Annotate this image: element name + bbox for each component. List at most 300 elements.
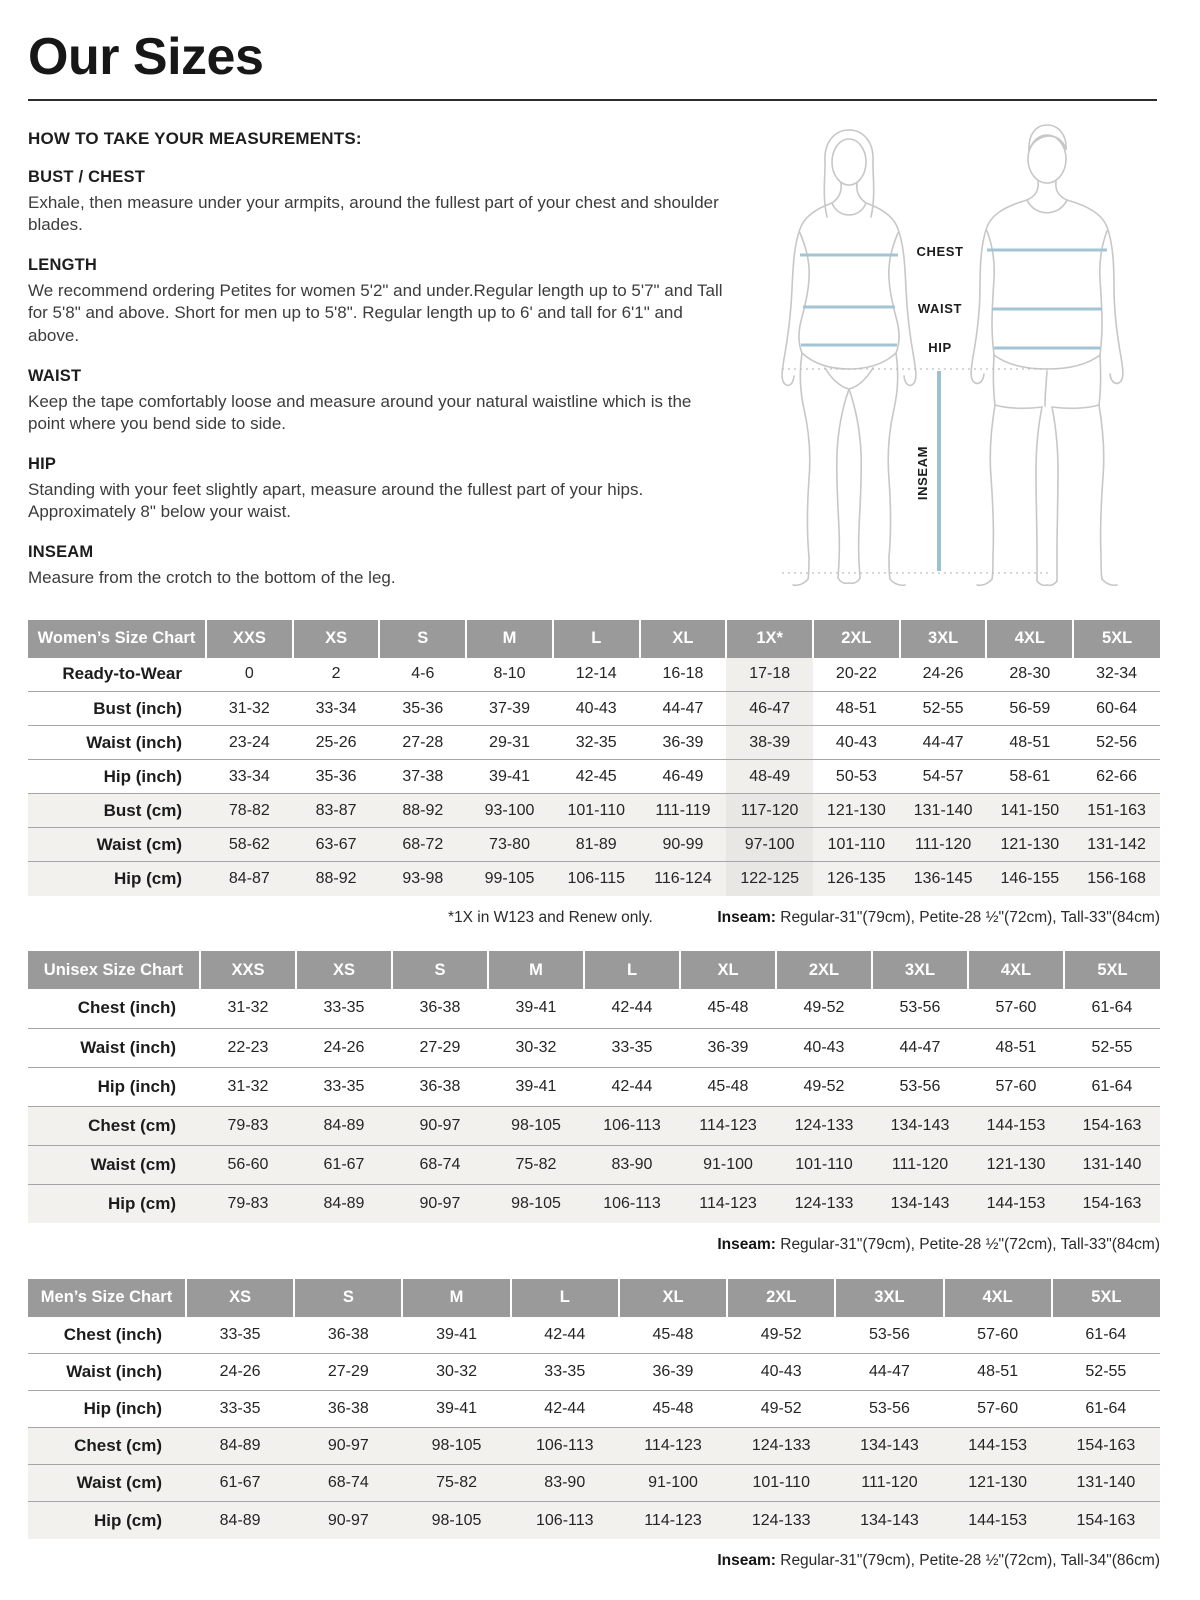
- table-cell: 44-47: [872, 1028, 968, 1067]
- size-column-header: S: [379, 620, 466, 658]
- row-label: Ready-to-Wear: [28, 658, 206, 692]
- table-cell: 56-59: [986, 692, 1073, 726]
- how-to-heading: HOW TO TAKE YOUR MEASUREMENTS:: [28, 128, 362, 148]
- measure-heading: WAIST: [28, 366, 82, 385]
- table-cell: 44-47: [835, 1354, 943, 1391]
- size-column-header: 2XL: [813, 620, 900, 658]
- inseam-note-text: Regular-31"(79cm), Petite-28 ½"(72cm), Tall-34"(86cm): [775, 1551, 1160, 1569]
- size-column-header: XS: [293, 620, 380, 658]
- inseam-note-text: Regular-31"(79cm), Petite-28 ½"(72cm), Tall-33"(84cm): [775, 908, 1160, 926]
- table-cell: 63-67: [293, 828, 380, 862]
- table-cell: 136-145: [900, 862, 987, 896]
- size-column-header: XXS: [200, 951, 296, 989]
- table-cell: 146-155: [986, 862, 1073, 896]
- size-column-header: 3XL: [900, 620, 987, 658]
- table-cell: 83-90: [584, 1145, 680, 1184]
- table-cell: 58-62: [206, 828, 293, 862]
- row-label: Waist (inch): [28, 726, 206, 760]
- table-cell: 114-123: [619, 1428, 727, 1465]
- row-label: Hip (cm): [28, 1502, 186, 1539]
- row-label: Waist (inch): [28, 1028, 200, 1067]
- table-cell: 27-28: [379, 726, 466, 760]
- measure-section-length: [28, 256, 727, 348]
- woman-figure: [782, 130, 916, 585]
- table-cell: 32-34: [1073, 658, 1160, 692]
- inseam-label: INSEAM: [915, 445, 930, 500]
- table-cell: 48-51: [968, 1028, 1064, 1067]
- table-cell: 58-61: [986, 760, 1073, 794]
- table-cell: 121-130: [813, 794, 900, 828]
- body-figures-illustration: [737, 117, 1157, 589]
- size-column-header: 1X*: [726, 620, 813, 658]
- table-cell: 124-133: [727, 1502, 835, 1539]
- table-cell: 68-74: [294, 1465, 402, 1502]
- table-cell: 144-153: [944, 1502, 1052, 1539]
- measure-body: Standing with your feet slightly apart, measure around the fullest part of your hips. Approximately 8" below your waist.: [28, 479, 644, 522]
- size-column-header: S: [392, 951, 488, 989]
- table-cell: 84-89: [296, 1184, 392, 1223]
- table-cell: 84-89: [186, 1502, 294, 1539]
- table-cell: 36-38: [294, 1391, 402, 1428]
- table-cell: 39-41: [402, 1317, 510, 1354]
- table-cell: 40-43: [776, 1028, 872, 1067]
- table-cell: 32-35: [553, 726, 640, 760]
- unisex-inseam-note: [717, 1236, 1160, 1255]
- measurement-diagram: [737, 117, 1157, 594]
- table-cell: 53-56: [872, 1067, 968, 1106]
- size-column-header: 4XL: [944, 1279, 1052, 1317]
- table-cell: 0: [206, 658, 293, 692]
- table-cell: 90-97: [392, 1106, 488, 1145]
- table-cell: 37-38: [379, 760, 466, 794]
- table-cell: 88-92: [293, 862, 380, 896]
- womens-inseam-note: [717, 909, 1160, 928]
- table-row: [28, 1106, 1160, 1145]
- table-cell: 126-135: [813, 862, 900, 896]
- hip-label: HIP: [928, 339, 952, 355]
- table-cell: 91-100: [619, 1465, 727, 1502]
- table-cell: 49-52: [727, 1391, 835, 1428]
- measure-heading: HIP: [28, 454, 57, 473]
- mens-inseam-note: [717, 1552, 1160, 1571]
- table-cell: 46-47: [726, 692, 813, 726]
- table-cell: 93-100: [466, 794, 553, 828]
- table-cell: 106-113: [584, 1106, 680, 1145]
- table-header-row: [28, 620, 1160, 658]
- mens-size-chart: [28, 1279, 1157, 1539]
- womens-size-chart: [28, 620, 1157, 896]
- table-cell: 83-87: [293, 794, 380, 828]
- table-cell: 101-110: [727, 1465, 835, 1502]
- measurements-section: [28, 117, 1157, 594]
- waist-label: WAIST: [917, 300, 963, 316]
- 1x-footnote: *1X in W123 and Renew only.: [448, 908, 653, 926]
- size-column-header: XS: [296, 951, 392, 989]
- measure-section-hip: [28, 455, 727, 524]
- size-column-header: S: [294, 1279, 402, 1317]
- table-row: [28, 1184, 1160, 1223]
- table-row: [28, 1391, 1160, 1428]
- table-cell: 44-47: [640, 692, 727, 726]
- table-cell: 61-64: [1052, 1317, 1160, 1354]
- table-cell: 33-35: [511, 1354, 619, 1391]
- table-cell: 53-56: [835, 1317, 943, 1354]
- table-cell: 49-52: [727, 1317, 835, 1354]
- table-cell: 50-53: [813, 760, 900, 794]
- size-column-header: M: [402, 1279, 510, 1317]
- table-cell: 75-82: [488, 1145, 584, 1184]
- table-row: [28, 1317, 1160, 1354]
- table-cell: 54-57: [900, 760, 987, 794]
- table-cell: 48-49: [726, 760, 813, 794]
- table-cell: 79-83: [200, 1106, 296, 1145]
- table-cell: 121-130: [968, 1145, 1064, 1184]
- row-label: Waist (inch): [28, 1354, 186, 1391]
- size-column-header: 3XL: [872, 951, 968, 989]
- size-column-header: 5XL: [1064, 951, 1160, 989]
- table-cell: 111-120: [872, 1145, 968, 1184]
- table-cell: 116-124: [640, 862, 727, 896]
- table-cell: 101-110: [813, 828, 900, 862]
- table-cell: 49-52: [776, 1067, 872, 1106]
- table-cell: 24-26: [296, 1028, 392, 1067]
- table-cell: 97-100: [726, 828, 813, 862]
- row-label: Chest (inch): [28, 989, 200, 1028]
- table-cell: 42-44: [584, 1067, 680, 1106]
- table-cell: 2: [293, 658, 380, 692]
- table-cell: 83-90: [511, 1465, 619, 1502]
- table-cell: 98-105: [402, 1428, 510, 1465]
- table-cell: 98-105: [488, 1106, 584, 1145]
- row-label: Hip (inch): [28, 760, 206, 794]
- table-cell: 124-133: [776, 1184, 872, 1223]
- table-cell: 40-43: [553, 692, 640, 726]
- table-cell: 31-32: [200, 989, 296, 1028]
- table-cell: 17-18: [726, 658, 813, 692]
- table-cell: 42-44: [584, 989, 680, 1028]
- table-cell: 36-38: [392, 989, 488, 1028]
- table-cell: 111-119: [640, 794, 727, 828]
- table-row: [28, 989, 1160, 1028]
- table-cell: 154-163: [1064, 1106, 1160, 1145]
- page-title: Our Sizes: [28, 28, 264, 86]
- table-cell: 144-153: [944, 1428, 1052, 1465]
- table-cell: 45-48: [619, 1391, 727, 1428]
- table-row: [28, 658, 1160, 692]
- table-cell: 39-41: [466, 760, 553, 794]
- size-table: [28, 620, 1160, 896]
- table-cell: 57-60: [944, 1391, 1052, 1428]
- size-column-header: 4XL: [968, 951, 1064, 989]
- measure-section-inseam: [28, 543, 727, 590]
- table-row: [28, 828, 1160, 862]
- table-cell: 37-39: [466, 692, 553, 726]
- row-label: Hip (inch): [28, 1391, 186, 1428]
- table-cell: 156-168: [1073, 862, 1160, 896]
- table-cell: 122-125: [726, 862, 813, 896]
- table-cell: 106-115: [553, 862, 640, 896]
- table-cell: 121-130: [944, 1465, 1052, 1502]
- table-row: [28, 1145, 1160, 1184]
- table-cell: 33-35: [296, 1067, 392, 1106]
- chest-label: CHEST: [916, 243, 964, 259]
- size-column-header: XS: [186, 1279, 294, 1317]
- table-cell: 61-67: [186, 1465, 294, 1502]
- table-cell: 88-92: [379, 794, 466, 828]
- table-cell: 20-22: [813, 658, 900, 692]
- table-cell: 154-163: [1052, 1428, 1160, 1465]
- size-column-header: 5XL: [1073, 620, 1160, 658]
- table-cell: 106-113: [511, 1428, 619, 1465]
- table-cell: 42-44: [511, 1391, 619, 1428]
- table-cell: 39-41: [488, 1067, 584, 1106]
- table-row: [28, 1067, 1160, 1106]
- table-cell: 36-39: [680, 1028, 776, 1067]
- table-cell: 48-51: [944, 1354, 1052, 1391]
- table-cell: 141-150: [986, 794, 1073, 828]
- table-cell: 28-30: [986, 658, 1073, 692]
- size-column-header: M: [466, 620, 553, 658]
- measure-body: Exhale, then measure under your armpits, around the fullest part of your chest and shoulder blades.: [28, 192, 719, 235]
- table-cell: 114-123: [619, 1502, 727, 1539]
- table-title: Men’s Size Chart: [28, 1279, 186, 1317]
- table-cell: 52-55: [1064, 1028, 1160, 1067]
- table-cell: 154-163: [1064, 1184, 1160, 1223]
- measure-section-waist: [28, 367, 727, 436]
- table-cell: 111-120: [900, 828, 987, 862]
- table-cell: 33-35: [296, 989, 392, 1028]
- table-cell: 45-48: [680, 989, 776, 1028]
- table-cell: 121-130: [986, 828, 1073, 862]
- table-header-row: [28, 951, 1160, 989]
- table-cell: 144-153: [968, 1106, 1064, 1145]
- table-cell: 131-140: [1052, 1465, 1160, 1502]
- table-cell: 57-60: [968, 1067, 1064, 1106]
- table-cell: 45-48: [680, 1067, 776, 1106]
- table-row: [28, 1502, 1160, 1539]
- table-cell: 131-140: [1064, 1145, 1160, 1184]
- row-label: Hip (inch): [28, 1067, 200, 1106]
- table-cell: 154-163: [1052, 1502, 1160, 1539]
- table-cell: 60-64: [1073, 692, 1160, 726]
- measure-section-bust-chest: [28, 168, 727, 237]
- table-cell: 84-89: [186, 1428, 294, 1465]
- table-cell: 4-6: [379, 658, 466, 692]
- table-cell: 131-142: [1073, 828, 1160, 862]
- size-column-header: XXS: [206, 620, 293, 658]
- size-column-header: XL: [680, 951, 776, 989]
- table-cell: 114-123: [680, 1106, 776, 1145]
- table-cell: 134-143: [835, 1428, 943, 1465]
- table-cell: 99-105: [466, 862, 553, 896]
- table-cell: 124-133: [776, 1106, 872, 1145]
- table-cell: 84-87: [206, 862, 293, 896]
- table-cell: 79-83: [200, 1184, 296, 1223]
- table-cell: 44-47: [900, 726, 987, 760]
- table-cell: 90-97: [392, 1184, 488, 1223]
- table-cell: 144-153: [968, 1184, 1064, 1223]
- womens-chart-footnotes: [28, 909, 1160, 928]
- table-cell: 40-43: [727, 1354, 835, 1391]
- table-cell: 36-38: [294, 1317, 402, 1354]
- table-title: Women’s Size Chart: [28, 620, 206, 658]
- table-cell: 38-39: [726, 726, 813, 760]
- table-row: [28, 1465, 1160, 1502]
- table-cell: 42-44: [511, 1317, 619, 1354]
- table-cell: 39-41: [488, 989, 584, 1028]
- table-row: [28, 760, 1160, 794]
- measure-heading: LENGTH: [28, 255, 98, 274]
- table-cell: 24-26: [900, 658, 987, 692]
- table-cell: 42-45: [553, 760, 640, 794]
- table-cell: 52-55: [900, 692, 987, 726]
- table-cell: 62-66: [1073, 760, 1160, 794]
- table-cell: 31-32: [206, 692, 293, 726]
- table-cell: 98-105: [402, 1502, 510, 1539]
- table-cell: 48-51: [986, 726, 1073, 760]
- table-cell: 134-143: [835, 1502, 943, 1539]
- table-cell: 46-49: [640, 760, 727, 794]
- size-column-header: L: [584, 951, 680, 989]
- table-row: [28, 794, 1160, 828]
- table-cell: 111-120: [835, 1465, 943, 1502]
- table-row: [28, 726, 1160, 760]
- size-charts: [28, 620, 1160, 1571]
- table-cell: 84-89: [296, 1106, 392, 1145]
- table-cell: 8-10: [466, 658, 553, 692]
- table-cell: 57-60: [944, 1317, 1052, 1354]
- table-cell: 93-98: [379, 862, 466, 896]
- row-label: Waist (cm): [28, 828, 206, 862]
- table-cell: 61-64: [1052, 1391, 1160, 1428]
- size-column-header: XL: [640, 620, 727, 658]
- table-cell: 33-35: [186, 1317, 294, 1354]
- table-cell: 106-113: [584, 1184, 680, 1223]
- table-cell: 35-36: [379, 692, 466, 726]
- size-column-header: 3XL: [835, 1279, 943, 1317]
- table-cell: 23-24: [206, 726, 293, 760]
- size-column-header: L: [553, 620, 640, 658]
- size-table: [28, 951, 1160, 1223]
- mens-chart-footnote: [28, 1552, 1160, 1571]
- table-cell: 131-140: [900, 794, 987, 828]
- table-cell: 90-99: [640, 828, 727, 862]
- table-cell: 31-32: [200, 1067, 296, 1106]
- table-cell: 68-74: [392, 1145, 488, 1184]
- table-row: [28, 692, 1160, 726]
- inseam-note-text: Regular-31"(79cm), Petite-28 ½"(72cm), Tall-33"(84cm): [775, 1236, 1160, 1254]
- measure-heading: INSEAM: [28, 543, 94, 562]
- table-cell: 27-29: [392, 1028, 488, 1067]
- size-column-header: 2XL: [776, 951, 872, 989]
- table-cell: 114-123: [680, 1184, 776, 1223]
- table-row: [28, 1428, 1160, 1465]
- size-column-header: M: [488, 951, 584, 989]
- table-cell: 78-82: [206, 794, 293, 828]
- table-cell: 56-60: [200, 1145, 296, 1184]
- table-cell: 33-35: [584, 1028, 680, 1067]
- table-cell: 90-97: [294, 1502, 402, 1539]
- table-cell: 33-35: [186, 1391, 294, 1428]
- table-cell: 57-60: [968, 989, 1064, 1028]
- table-cell: 61-64: [1064, 1067, 1160, 1106]
- table-cell: 30-32: [488, 1028, 584, 1067]
- table-cell: 33-34: [206, 760, 293, 794]
- table-cell: 52-56: [1073, 726, 1160, 760]
- measure-body: Measure from the crotch to the bottom of the leg.: [28, 568, 396, 588]
- table-cell: 25-26: [293, 726, 380, 760]
- table-cell: 24-26: [186, 1354, 294, 1391]
- table-cell: 61-64: [1064, 989, 1160, 1028]
- table-cell: 91-100: [680, 1145, 776, 1184]
- table-header-row: [28, 1279, 1160, 1317]
- table-cell: 75-82: [402, 1465, 510, 1502]
- table-cell: 98-105: [488, 1184, 584, 1223]
- table-cell: 134-143: [872, 1184, 968, 1223]
- table-cell: 30-32: [402, 1354, 510, 1391]
- table-cell: 35-36: [293, 760, 380, 794]
- table-cell: 53-56: [872, 989, 968, 1028]
- unisex-size-chart: [28, 951, 1157, 1223]
- table-row: [28, 1354, 1160, 1391]
- table-row: [28, 862, 1160, 896]
- size-column-header: L: [511, 1279, 619, 1317]
- table-cell: 12-14: [553, 658, 640, 692]
- inseam-note-label: Inseam:: [717, 1236, 776, 1254]
- row-label: Chest (cm): [28, 1428, 186, 1465]
- table-cell: 36-39: [640, 726, 727, 760]
- table-cell: 124-133: [727, 1428, 835, 1465]
- table-cell: 49-52: [776, 989, 872, 1028]
- table-cell: 48-51: [813, 692, 900, 726]
- table-cell: 68-72: [379, 828, 466, 862]
- row-label: Waist (cm): [28, 1465, 186, 1502]
- row-label: Waist (cm): [28, 1145, 200, 1184]
- table-cell: 52-55: [1052, 1354, 1160, 1391]
- unisex-chart-footnote: [28, 1236, 1160, 1255]
- row-label: Hip (cm): [28, 1184, 200, 1223]
- table-cell: 101-110: [776, 1145, 872, 1184]
- table-cell: 151-163: [1073, 794, 1160, 828]
- table-cell: 39-41: [402, 1391, 510, 1428]
- table-cell: 40-43: [813, 726, 900, 760]
- table-cell: 61-67: [296, 1145, 392, 1184]
- table-cell: 36-39: [619, 1354, 727, 1391]
- table-cell: 36-38: [392, 1067, 488, 1106]
- inseam-note-label: Inseam:: [717, 908, 776, 926]
- table-cell: 73-80: [466, 828, 553, 862]
- size-column-header: XL: [619, 1279, 727, 1317]
- table-cell: 101-110: [553, 794, 640, 828]
- table-cell: 90-97: [294, 1428, 402, 1465]
- table-cell: 134-143: [872, 1106, 968, 1145]
- table-cell: 33-34: [293, 692, 380, 726]
- man-figure: [971, 125, 1123, 585]
- size-table: [28, 1279, 1160, 1539]
- title-divider: [28, 99, 1157, 101]
- table-cell: 81-89: [553, 828, 640, 862]
- table-row: [28, 1028, 1160, 1067]
- inseam-note-label: Inseam:: [717, 1551, 776, 1569]
- table-cell: 16-18: [640, 658, 727, 692]
- measure-body: Keep the tape comfortably loose and measure around your natural waistline which is the point where you bend side to side.: [28, 391, 692, 434]
- size-column-header: 2XL: [727, 1279, 835, 1317]
- size-column-header: 5XL: [1052, 1279, 1160, 1317]
- table-cell: 53-56: [835, 1391, 943, 1428]
- table-cell: 22-23: [200, 1028, 296, 1067]
- measure-body: We recommend ordering Petites for women 5'2" and under.Regular length up to 5'7" and Tall for 5'8" and above. Short for men up to 5'8". Regular length up to 6' and tall for 6'1" and above.: [28, 280, 723, 346]
- row-label: Chest (inch): [28, 1317, 186, 1354]
